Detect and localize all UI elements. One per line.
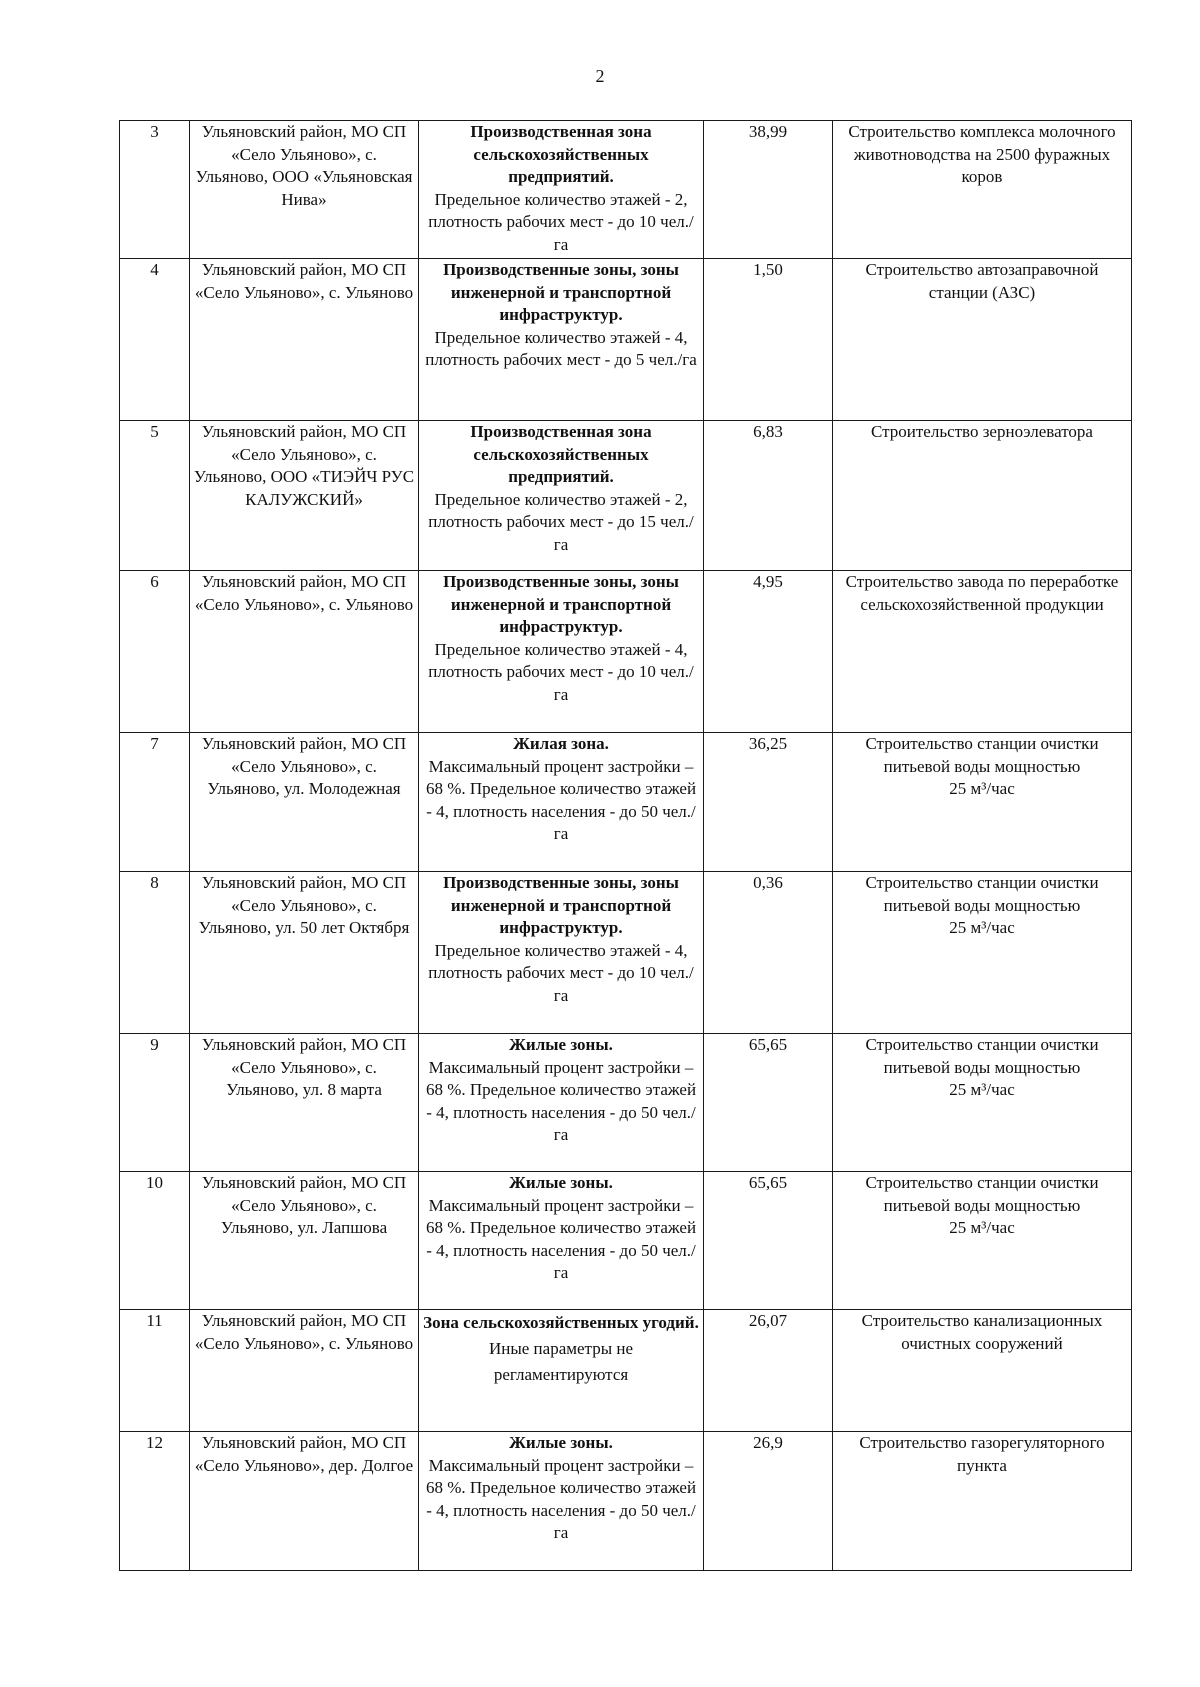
area-cell: 6,83	[704, 421, 833, 571]
zone-title: Производственная зона сельскохозяйственных предприятий.	[470, 422, 652, 486]
row-number: 11	[120, 1310, 190, 1432]
zone-title: Производственная зона сельскохозяйственных предприятий.	[470, 122, 652, 186]
zones-table	[119, 120, 1132, 1571]
object-text: Строительство станции очистки питьевой воды мощностью	[865, 734, 1099, 776]
row-number: 9	[120, 1034, 190, 1172]
zone-title: Зона сельскохозяйственных угодий.	[423, 1313, 699, 1332]
area-cell: 65,65	[704, 1034, 833, 1172]
area-cell: 4,95	[704, 571, 833, 733]
row-number: 10	[120, 1172, 190, 1310]
location-cell: Ульяновский район, МО СП «Село Ульяново», с. Ульяново, ул. Лапшова	[190, 1172, 419, 1310]
zone-parameters: Предельное количество этажей - 4, плотность рабочих мест - до 10 чел./га	[428, 940, 694, 1005]
location-cell: Ульяновский район, МО СП «Село Ульяново», с. Ульяново, ООО «ТИЭЙЧ РУС КАЛУЖСКИЙ»	[190, 421, 419, 571]
row-number: 3	[120, 121, 190, 259]
object-cell: Строительство автозаправочной станции (АЗС)	[833, 259, 1132, 421]
row-number: 5	[120, 421, 190, 571]
location-cell: Ульяновский район, МО СП «Село Ульяново», с. Ульяново	[190, 1310, 419, 1432]
zone-title: Жилые зоны.	[509, 1035, 613, 1054]
object-cell	[833, 733, 1132, 872]
object-cell	[833, 1034, 1132, 1172]
zone-cell	[419, 421, 704, 571]
location-cell: Ульяновский район, МО СП «Село Ульяново», с. Ульяново, ул. 50 лет Октября	[190, 872, 419, 1034]
zone-cell	[419, 733, 704, 872]
zone-cell	[419, 121, 704, 259]
location-cell: Ульяновский район, МО СП «Село Ульяново», дер. Долгое	[190, 1432, 419, 1571]
area-cell: 0,36	[704, 872, 833, 1034]
zone-title: Жилые зоны.	[509, 1173, 613, 1192]
zone-parameters: Максимальный процент застройки – 68 %. Предельное количество этажей - 4, плотность населения - до 50 чел./га	[425, 1195, 697, 1282]
object-cell: Строительство зерноэлеватора	[833, 421, 1132, 571]
object-cell: Строительство комплекса молочного животноводства на 2500 фуражных коров	[833, 121, 1132, 259]
object-cell: Строительство канализационных очистных сооружений	[833, 1310, 1132, 1432]
table-row	[120, 571, 1132, 733]
capacity-text: 25 м³/час	[949, 1218, 1015, 1237]
location-cell: Ульяновский район, МО СП «Село Ульяново», с. Ульяново, ООО «Ульяновская Нива»	[190, 121, 419, 259]
object-cell: Строительство завода по переработке сельскохозяйственной продукции	[833, 571, 1132, 733]
zone-parameters: Максимальный процент застройки – 68 %. Предельное количество этажей - 4, плотность населения - до 50 чел./га	[425, 1057, 697, 1144]
zone-title: Производственные зоны, зоны инженерной и транспортной инфраструктур.	[443, 260, 679, 324]
zone-cell	[419, 1034, 704, 1172]
capacity-text: 25 м³/час	[949, 918, 1015, 937]
table-row	[120, 1034, 1132, 1172]
area-cell: 1,50	[704, 259, 833, 421]
row-number: 8	[120, 872, 190, 1034]
zone-parameters: Предельное количество этажей - 4, плотность рабочих мест - до 5 чел./га	[425, 327, 697, 369]
zone-cell	[419, 1172, 704, 1310]
zone-parameters: Максимальный процент застройки – 68 %. Предельное количество этажей - 4, плотность населения - до 50 чел./га	[425, 1455, 697, 1542]
zone-parameters: Максимальный процент застройки – 68 %. Предельное количество этажей - 4, плотность населения - до 50 чел./га	[425, 756, 697, 843]
object-text: Строительство станции очистки питьевой воды мощностью	[865, 873, 1099, 915]
object-text: Строительство станции очистки питьевой воды мощностью	[865, 1173, 1099, 1215]
location-cell: Ульяновский район, МО СП «Село Ульяново», с. Ульяново, ул. Молодежная	[190, 733, 419, 872]
area-cell: 65,65	[704, 1172, 833, 1310]
zone-cell	[419, 259, 704, 421]
location-cell: Ульяновский район, МО СП «Село Ульяново», с. Ульяново	[190, 259, 419, 421]
location-cell: Ульяновский район, МО СП «Село Ульяново», с. Ульяново	[190, 571, 419, 733]
table-row	[120, 1432, 1132, 1571]
table-row	[120, 1310, 1132, 1432]
object-cell: Строительство газорегуляторного пункта	[833, 1432, 1132, 1571]
table-row	[120, 421, 1132, 571]
zone-title: Жилые зоны.	[509, 1433, 613, 1452]
object-cell	[833, 872, 1132, 1034]
capacity-text: 25 м³/час	[949, 1080, 1015, 1099]
zone-title: Производственные зоны, зоны инженерной и транспортной инфраструктур.	[443, 873, 679, 937]
table-row	[120, 733, 1132, 872]
zone-cell	[419, 571, 704, 733]
zone-parameters: Предельное количество этажей - 4, плотность рабочих мест - до 10 чел./га	[428, 639, 694, 704]
zone-parameters: Иные параметры не регламентируются	[488, 1339, 634, 1384]
zone-cell	[419, 1310, 704, 1432]
area-cell: 36,25	[704, 733, 833, 872]
page-number: 2	[595, 66, 605, 86]
table-row	[120, 872, 1132, 1034]
zone-title: Производственные зоны, зоны инженерной и транспортной инфраструктур.	[443, 572, 679, 636]
object-cell	[833, 1172, 1132, 1310]
table-row	[120, 121, 1132, 259]
row-number: 6	[120, 571, 190, 733]
table-row	[120, 259, 1132, 421]
capacity-text: 25 м³/час	[949, 779, 1015, 798]
row-number: 4	[120, 259, 190, 421]
zone-cell	[419, 1432, 704, 1571]
table-row	[120, 1172, 1132, 1310]
row-number: 12	[120, 1432, 190, 1571]
area-cell: 26,07	[704, 1310, 833, 1432]
zone-parameters: Предельное количество этажей - 2, плотность рабочих мест - до 10 чел./га	[428, 189, 694, 254]
zone-cell	[419, 872, 704, 1034]
area-cell: 38,99	[704, 121, 833, 259]
object-text: Строительство станции очистки питьевой воды мощностью	[865, 1035, 1099, 1077]
row-number: 7	[120, 733, 190, 872]
area-cell: 26,9	[704, 1432, 833, 1571]
zone-parameters: Предельное количество этажей - 2, плотность рабочих мест - до 15 чел./га	[428, 489, 694, 554]
zone-title: Жилая зона.	[513, 734, 609, 753]
location-cell: Ульяновский район, МО СП «Село Ульяново», с. Ульяново, ул. 8 марта	[190, 1034, 419, 1172]
